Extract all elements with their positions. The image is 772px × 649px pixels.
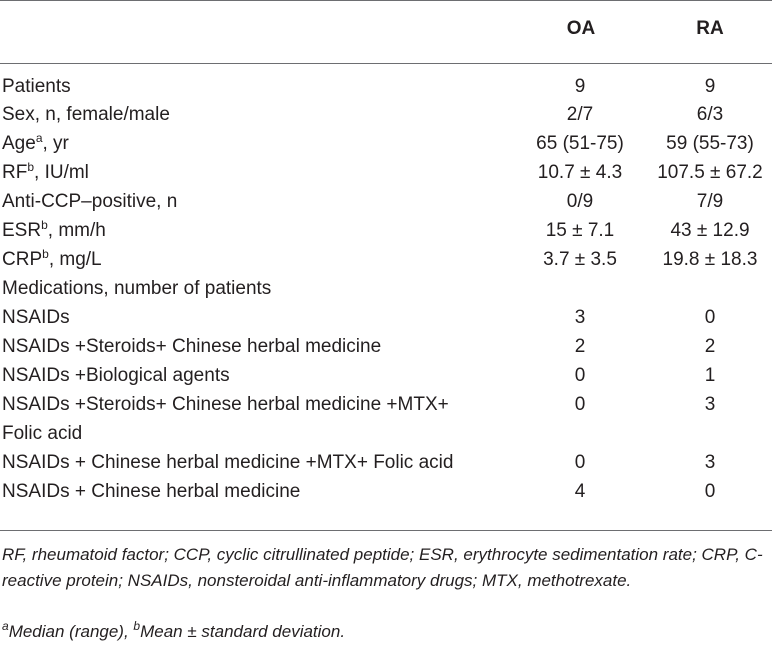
table-row [0, 101, 772, 129]
header-ra: RA [696, 18, 724, 39]
top-rule [0, 0, 772, 1]
row-label: Sex, n, female/male [2, 104, 170, 125]
oa-value: 0/9 [566, 191, 594, 212]
oa-value: 10.7 ± 4.3 [537, 162, 623, 183]
table-row [0, 478, 772, 506]
statistics-footnote: $^a$Median (range), $^b$Mean ± standard deviation. [2, 619, 346, 641]
bottom-rule [0, 530, 772, 531]
row-label: NSAIDs +Steroids+ Chinese herbal medicine [2, 336, 382, 357]
table-row [0, 275, 772, 303]
ra-value: 3 [704, 394, 716, 415]
oa-value: 2 [574, 336, 586, 357]
table-row [0, 420, 772, 448]
oa-value: 0 [574, 394, 586, 415]
table-row [0, 304, 772, 332]
table-row [0, 73, 772, 101]
oa-value: 0 [574, 365, 586, 386]
oa-value: 0 [574, 452, 586, 473]
header-rule [0, 63, 772, 64]
row-label: NSAIDs + Chinese herbal medicine +MTX+ Folic acid [2, 452, 454, 473]
table-row [0, 391, 772, 419]
ra-value: 2 [704, 336, 716, 357]
row-label: Patients [2, 76, 71, 97]
row-label: NSAIDs + Chinese herbal medicine [2, 481, 301, 502]
table-row [0, 159, 772, 187]
table-row [0, 449, 772, 477]
oa-value: 15 ± 7.1 [545, 220, 615, 241]
oa-value: 9 [574, 76, 586, 97]
row-label: NSAIDs [2, 307, 70, 328]
row-label: Folic acid [2, 423, 83, 444]
ra-value: 9 [704, 76, 716, 97]
row-label: Age$^a$, yr [2, 131, 69, 154]
oa-value: 3.7 ± 3.5 [543, 249, 617, 270]
row-label: Anti-CCP–positive, n [2, 191, 178, 212]
ra-value: 19.8 ± 18.3 [662, 249, 758, 270]
ra-value: 3 [704, 452, 716, 473]
oa-value: 3 [574, 307, 586, 328]
table-row [0, 188, 772, 216]
ra-value: 7/9 [696, 191, 724, 212]
ra-value: 6/3 [696, 104, 724, 125]
table-row [0, 246, 772, 274]
oa-value: 2/7 [566, 104, 594, 125]
ra-value: 43 ± 12.9 [670, 220, 750, 241]
table-row [0, 333, 772, 361]
table-row [0, 130, 772, 158]
row-label: ESR$^b$, mm/h [2, 218, 106, 241]
oa-value: 65 (51-75) [536, 133, 624, 154]
table-row [0, 362, 772, 390]
row-label: $RF^b$, IU/ml [2, 160, 89, 183]
table-row [0, 217, 772, 245]
ra-value: 0 [704, 481, 716, 502]
ra-value: 0 [704, 307, 716, 328]
row-label: NSAIDs +Biological agents [2, 365, 230, 386]
ra-value: 1 [704, 365, 716, 386]
row-label: Medications, number of patients [2, 278, 272, 299]
ra-value: 107.5 ± 67.2 [657, 162, 763, 183]
oa-value: 4 [574, 481, 586, 502]
header-oa: OA [566, 18, 596, 39]
row-label: CRP$^b$, mg/L [2, 247, 102, 270]
ra-value: 59 (55-73) [666, 133, 754, 154]
row-label: NSAIDs +Steroids+ Chinese herbal medicine +MTX+ [2, 394, 449, 415]
abbreviations-footnote: RF, rheumatoid factor; CCP, cyclic citrullinated peptide; ESR, erythrocyte sedimentation rate; CRP, C-reactive protein; NSAIDs, nonsteroidal anti-inflammatory drugs; MTX, methotrexate. [2, 545, 763, 590]
